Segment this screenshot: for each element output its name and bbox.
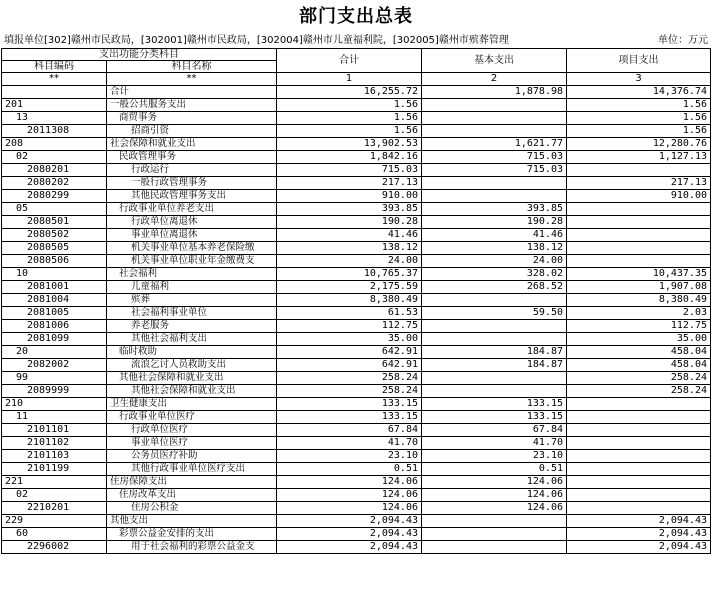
cell-project — [567, 255, 711, 268]
cell-name: 行政事业单位养老支出 — [107, 203, 277, 216]
cell-name: 用于社会福利的彩票公益金支 — [107, 541, 277, 554]
cell-basic: 67.84 — [422, 424, 567, 437]
cell-total: 258.24 — [277, 385, 422, 398]
cell-basic: 328.02 — [422, 268, 567, 281]
cell-total: 2,094.43 — [277, 515, 422, 528]
cell-code: 2080202 — [2, 177, 107, 190]
cell-code: 2011308 — [2, 125, 107, 138]
table-row — [2, 411, 711, 424]
table-row — [2, 190, 711, 203]
cell-code: 2101101 — [2, 424, 107, 437]
cell-basic: 715.03 — [422, 151, 567, 164]
cell-name: 临时救助 — [107, 346, 277, 359]
header-col-2: 2 — [422, 73, 567, 86]
cell-total: 112.75 — [277, 320, 422, 333]
table-row — [2, 164, 711, 177]
cell-name: 一般行政管理事务 — [107, 177, 277, 190]
cell-project: 1,127.13 — [567, 151, 711, 164]
cell-code: 99 — [2, 372, 107, 385]
cell-basic: 59.50 — [422, 307, 567, 320]
cell-total: 124.06 — [277, 502, 422, 515]
cell-basic — [422, 99, 567, 112]
table-row — [2, 333, 711, 346]
cell-code: 02 — [2, 151, 107, 164]
cell-code: 60 — [2, 528, 107, 541]
cell-name: 商贸事务 — [107, 112, 277, 125]
table-row — [2, 476, 711, 489]
cell-project: 458.04 — [567, 359, 711, 372]
table-row — [2, 125, 711, 138]
table-row — [2, 242, 711, 255]
table-row — [2, 528, 711, 541]
cell-name: 行政单位离退休 — [107, 216, 277, 229]
cell-total: 2,094.43 — [277, 528, 422, 541]
cell-project: 14,376.74 — [567, 86, 711, 99]
cell-total: 0.51 — [277, 463, 422, 476]
cell-code: 2101199 — [2, 463, 107, 476]
cell-name: 住房公积金 — [107, 502, 277, 515]
cell-basic — [422, 528, 567, 541]
table-row — [2, 489, 711, 502]
table-row — [2, 372, 711, 385]
cell-project: 10,437.35 — [567, 268, 711, 281]
cell-project — [567, 476, 711, 489]
cell-code: 2081099 — [2, 333, 107, 346]
table-row — [2, 255, 711, 268]
cell-project — [567, 203, 711, 216]
cell-basic: 124.06 — [422, 489, 567, 502]
cell-code: 10 — [2, 268, 107, 281]
cell-name: 住房改革支出 — [107, 489, 277, 502]
table-body — [2, 86, 711, 554]
cell-code: 2296002 — [2, 541, 107, 554]
cell-name: 其他社会保障和就业支出 — [107, 385, 277, 398]
cell-basic: 23.10 — [422, 450, 567, 463]
cell-project: 2,094.43 — [567, 528, 711, 541]
cell-name: 其他社会福利支出 — [107, 333, 277, 346]
table-row — [2, 450, 711, 463]
header-function-category: 支出功能分类科目 — [2, 49, 277, 61]
table-row — [2, 177, 711, 190]
cell-total: 2,094.43 — [277, 541, 422, 554]
cell-total: 642.91 — [277, 359, 422, 372]
cell-project: 258.24 — [567, 385, 711, 398]
cell-code: 2080502 — [2, 229, 107, 242]
header-project: 项目支出 — [567, 49, 711, 73]
cell-total: 124.06 — [277, 489, 422, 502]
table-row — [2, 86, 711, 99]
cell-name: 养老服务 — [107, 320, 277, 333]
expenditure-table — [1, 48, 711, 554]
cell-project — [567, 450, 711, 463]
cell-basic — [422, 515, 567, 528]
cell-name: 机关事业单位基本养老保险缴 — [107, 242, 277, 255]
cell-total: 16,255.72 — [277, 86, 422, 99]
cell-basic — [422, 372, 567, 385]
cell-name: 住房保障支出 — [107, 476, 277, 489]
cell-basic: 124.06 — [422, 502, 567, 515]
cell-code: 2080506 — [2, 255, 107, 268]
cell-name: 彩票公益金安排的支出 — [107, 528, 277, 541]
cell-project — [567, 424, 711, 437]
cell-project — [567, 411, 711, 424]
cell-code: 229 — [2, 515, 107, 528]
cell-project: 12,280.76 — [567, 138, 711, 151]
cell-basic: 133.15 — [422, 398, 567, 411]
cell-total: 13,902.53 — [277, 138, 422, 151]
table-row — [2, 463, 711, 476]
cell-project: 2.03 — [567, 307, 711, 320]
cell-project — [567, 242, 711, 255]
header-name: 科目名称 — [107, 61, 277, 73]
cell-project: 458.04 — [567, 346, 711, 359]
cell-total: 138.12 — [277, 242, 422, 255]
cell-basic — [422, 294, 567, 307]
cell-total: 133.15 — [277, 398, 422, 411]
cell-basic: 138.12 — [422, 242, 567, 255]
cell-code: 2080501 — [2, 216, 107, 229]
cell-total: 1.56 — [277, 112, 422, 125]
cell-code: 201 — [2, 99, 107, 112]
cell-total: 1.56 — [277, 99, 422, 112]
table-row — [2, 99, 711, 112]
table-row — [2, 398, 711, 411]
cell-total: 190.28 — [277, 216, 422, 229]
cell-basic — [422, 333, 567, 346]
cell-total: 642.91 — [277, 346, 422, 359]
header-total: 合计 — [277, 49, 422, 73]
table-row — [2, 203, 711, 216]
cell-basic: 0.51 — [422, 463, 567, 476]
cell-code — [2, 86, 107, 99]
cell-name: 民政管理事务 — [107, 151, 277, 164]
table-row — [2, 229, 711, 242]
cell-total: 393.85 — [277, 203, 422, 216]
cell-name: 其他社会保障和就业支出 — [107, 372, 277, 385]
cell-code: 20 — [2, 346, 107, 359]
table-row — [2, 112, 711, 125]
cell-name: 流浪乞讨人员救助支出 — [107, 359, 277, 372]
cell-name: 卫生健康支出 — [107, 398, 277, 411]
cell-basic: 1,878.98 — [422, 86, 567, 99]
cell-basic: 133.15 — [422, 411, 567, 424]
table-row — [2, 216, 711, 229]
cell-total: 910.00 — [277, 190, 422, 203]
table-row — [2, 346, 711, 359]
cell-name: 一般公共服务支出 — [107, 99, 277, 112]
cell-total: 8,380.49 — [277, 294, 422, 307]
cell-code: 05 — [2, 203, 107, 216]
page-title: 部门支出总表 — [299, 6, 413, 27]
cell-project: 2,094.43 — [567, 541, 711, 554]
cell-code: 208 — [2, 138, 107, 151]
cell-code: 2081004 — [2, 294, 107, 307]
cell-total: 133.15 — [277, 411, 422, 424]
cell-code: 210 — [2, 398, 107, 411]
cell-total: 1.56 — [277, 125, 422, 138]
cell-code: 2210201 — [2, 502, 107, 515]
cell-basic: 41.70 — [422, 437, 567, 450]
cell-name: 社会福利事业单位 — [107, 307, 277, 320]
table-row — [2, 307, 711, 320]
currency-unit-label: 单位：万元 — [658, 35, 708, 46]
header-col-1: 1 — [277, 73, 422, 86]
cell-name: 其他行政事业单位医疗支出 — [107, 463, 277, 476]
cell-name: 公务员医疗补助 — [107, 450, 277, 463]
header-code: 科目编码 — [2, 61, 107, 73]
cell-code: 2081006 — [2, 320, 107, 333]
cell-code: 221 — [2, 476, 107, 489]
table-row — [2, 281, 711, 294]
cell-project — [567, 216, 711, 229]
cell-basic: 1,621.77 — [422, 138, 567, 151]
cell-total: 41.46 — [277, 229, 422, 242]
cell-total: 35.00 — [277, 333, 422, 346]
cell-name: 儿童福利 — [107, 281, 277, 294]
cell-basic — [422, 125, 567, 138]
cell-total: 258.24 — [277, 372, 422, 385]
cell-name: 殡葬 — [107, 294, 277, 307]
cell-project: 8,380.49 — [567, 294, 711, 307]
cell-code: 2082002 — [2, 359, 107, 372]
cell-basic: 124.06 — [422, 476, 567, 489]
cell-project: 35.00 — [567, 333, 711, 346]
cell-project — [567, 463, 711, 476]
table-row — [2, 385, 711, 398]
cell-basic — [422, 541, 567, 554]
cell-project — [567, 398, 711, 411]
table-row — [2, 138, 711, 151]
cell-total: 61.53 — [277, 307, 422, 320]
cell-name: 行政单位医疗 — [107, 424, 277, 437]
table-row — [2, 541, 711, 554]
cell-code: 2081001 — [2, 281, 107, 294]
cell-total: 41.70 — [277, 437, 422, 450]
header-name-mark: ** — [107, 73, 277, 86]
cell-total: 715.03 — [277, 164, 422, 177]
cell-name: 招商引资 — [107, 125, 277, 138]
cell-basic: 190.28 — [422, 216, 567, 229]
table-row — [2, 424, 711, 437]
cell-total: 1,842.16 — [277, 151, 422, 164]
cell-total: 67.84 — [277, 424, 422, 437]
cell-total: 23.10 — [277, 450, 422, 463]
cell-project — [567, 489, 711, 502]
table-row — [2, 502, 711, 515]
cell-project: 1.56 — [567, 112, 711, 125]
table-row — [2, 437, 711, 450]
cell-code: 2080201 — [2, 164, 107, 177]
table-row — [2, 359, 711, 372]
table-row — [2, 268, 711, 281]
cell-basic: 24.00 — [422, 255, 567, 268]
table-row — [2, 320, 711, 333]
cell-name: 机关事业单位职业年金缴费支 — [107, 255, 277, 268]
cell-total: 217.13 — [277, 177, 422, 190]
cell-code: 2081005 — [2, 307, 107, 320]
cell-name: 行政运行 — [107, 164, 277, 177]
cell-code: 2080505 — [2, 242, 107, 255]
cell-name: 社会福利 — [107, 268, 277, 281]
cell-project — [567, 437, 711, 450]
table-row — [2, 294, 711, 307]
cell-name: 其他民政管理事务支出 — [107, 190, 277, 203]
cell-code: 2101103 — [2, 450, 107, 463]
cell-project — [567, 229, 711, 242]
header-col-3: 3 — [567, 73, 711, 86]
cell-name: 合计 — [107, 86, 277, 99]
cell-total: 124.06 — [277, 476, 422, 489]
cell-project — [567, 502, 711, 515]
cell-basic: 715.03 — [422, 164, 567, 177]
cell-project: 112.75 — [567, 320, 711, 333]
cell-name: 其他支出 — [107, 515, 277, 528]
cell-code: 2089999 — [2, 385, 107, 398]
cell-project: 1,907.08 — [567, 281, 711, 294]
cell-total: 24.00 — [277, 255, 422, 268]
cell-code: 02 — [2, 489, 107, 502]
table-row — [2, 515, 711, 528]
cell-total: 2,175.59 — [277, 281, 422, 294]
cell-basic: 41.46 — [422, 229, 567, 242]
cell-basic: 268.52 — [422, 281, 567, 294]
cell-basic: 393.85 — [422, 203, 567, 216]
cell-name: 事业单位离退休 — [107, 229, 277, 242]
table-row — [2, 151, 711, 164]
cell-name: 社会保障和就业支出 — [107, 138, 277, 151]
cell-code: 2101102 — [2, 437, 107, 450]
header-basic: 基本支出 — [422, 49, 567, 73]
cell-code: 13 — [2, 112, 107, 125]
cell-basic — [422, 320, 567, 333]
cell-project: 2,094.43 — [567, 515, 711, 528]
cell-basic: 184.87 — [422, 359, 567, 372]
fill-unit-label: 填报单位[302]赣州市民政局，[302001]赣州市民政局，[302004]赣州市儿童福利院，[302005]赣州市殡葬管理 — [4, 35, 509, 46]
cell-code: 2080299 — [2, 190, 107, 203]
cell-basic — [422, 385, 567, 398]
cell-project: 217.13 — [567, 177, 711, 190]
cell-project: 1.56 — [567, 99, 711, 112]
cell-basic: 184.87 — [422, 346, 567, 359]
cell-project — [567, 164, 711, 177]
cell-project: 910.00 — [567, 190, 711, 203]
cell-name: 行政事业单位医疗 — [107, 411, 277, 424]
cell-project: 1.56 — [567, 125, 711, 138]
header-code-mark: ** — [2, 73, 107, 86]
cell-basic — [422, 190, 567, 203]
cell-project: 258.24 — [567, 372, 711, 385]
cell-basic — [422, 112, 567, 125]
cell-basic — [422, 177, 567, 190]
cell-name: 事业单位医疗 — [107, 437, 277, 450]
cell-total: 10,765.37 — [277, 268, 422, 281]
cell-code: 11 — [2, 411, 107, 424]
